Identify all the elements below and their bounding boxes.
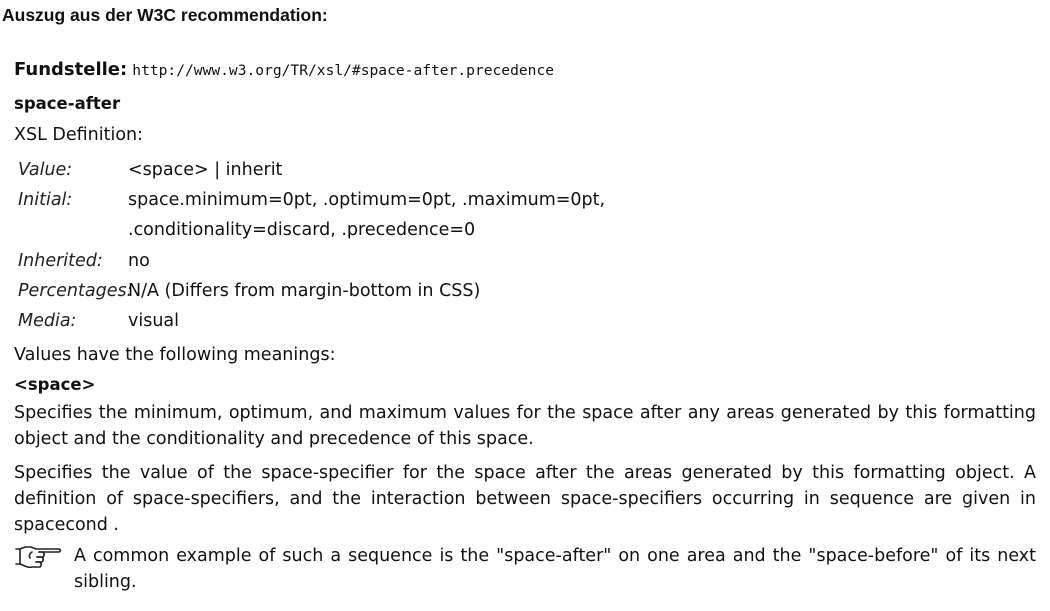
pointing-hand-icon xyxy=(14,543,64,573)
source-reference xyxy=(14,58,554,83)
definition-value: .conditionality=discard, .precedence=0 xyxy=(128,220,476,240)
definition-value: space.minimum=0pt, .optimum=0pt, .maximum=0pt, xyxy=(128,190,606,210)
definition-key: Percentages: xyxy=(18,281,133,301)
space-description-paragraph: Specifies the minimum, optimum, and maximum values for the space after any areas generated by this formatting object and the conditionality and precedence of this space. xyxy=(14,403,1036,449)
definition-value: no xyxy=(128,251,150,271)
space-term: <space> xyxy=(14,375,96,394)
definition-value: visual xyxy=(128,311,180,331)
definition-value: N/A (Differs from margin-bottom in CSS) xyxy=(128,281,481,301)
definition-title: XSL Definition: xyxy=(14,125,144,145)
meanings-intro: Values have the following meanings: xyxy=(14,345,336,365)
definition-key: Media: xyxy=(18,311,77,331)
source-url: http://www.w3.org/TR/xsl/#space-after.precedence xyxy=(132,62,555,79)
definition-key: Value: xyxy=(18,160,73,180)
definition-value: <space> | inherit xyxy=(128,160,283,180)
definition-key: Initial: xyxy=(18,190,73,210)
note-text: A common example of such a sequence is the "space-after" on one area and the "space-before" of its next sibling. xyxy=(74,546,1036,592)
section-heading: Auszug aus der W3C recommendation: xyxy=(2,5,328,25)
definition-key: Inherited: xyxy=(18,251,103,271)
source-label: Fundstelle: xyxy=(14,59,128,80)
property-name: space-after xyxy=(14,94,121,113)
space-specifier-paragraph: Specifies the value of the space-specifier for the space after the areas generated by this formatting object. A definition of space-specifiers, and the interaction between space-specifiers occurring in sequence are given in spacecond . xyxy=(14,463,1036,535)
